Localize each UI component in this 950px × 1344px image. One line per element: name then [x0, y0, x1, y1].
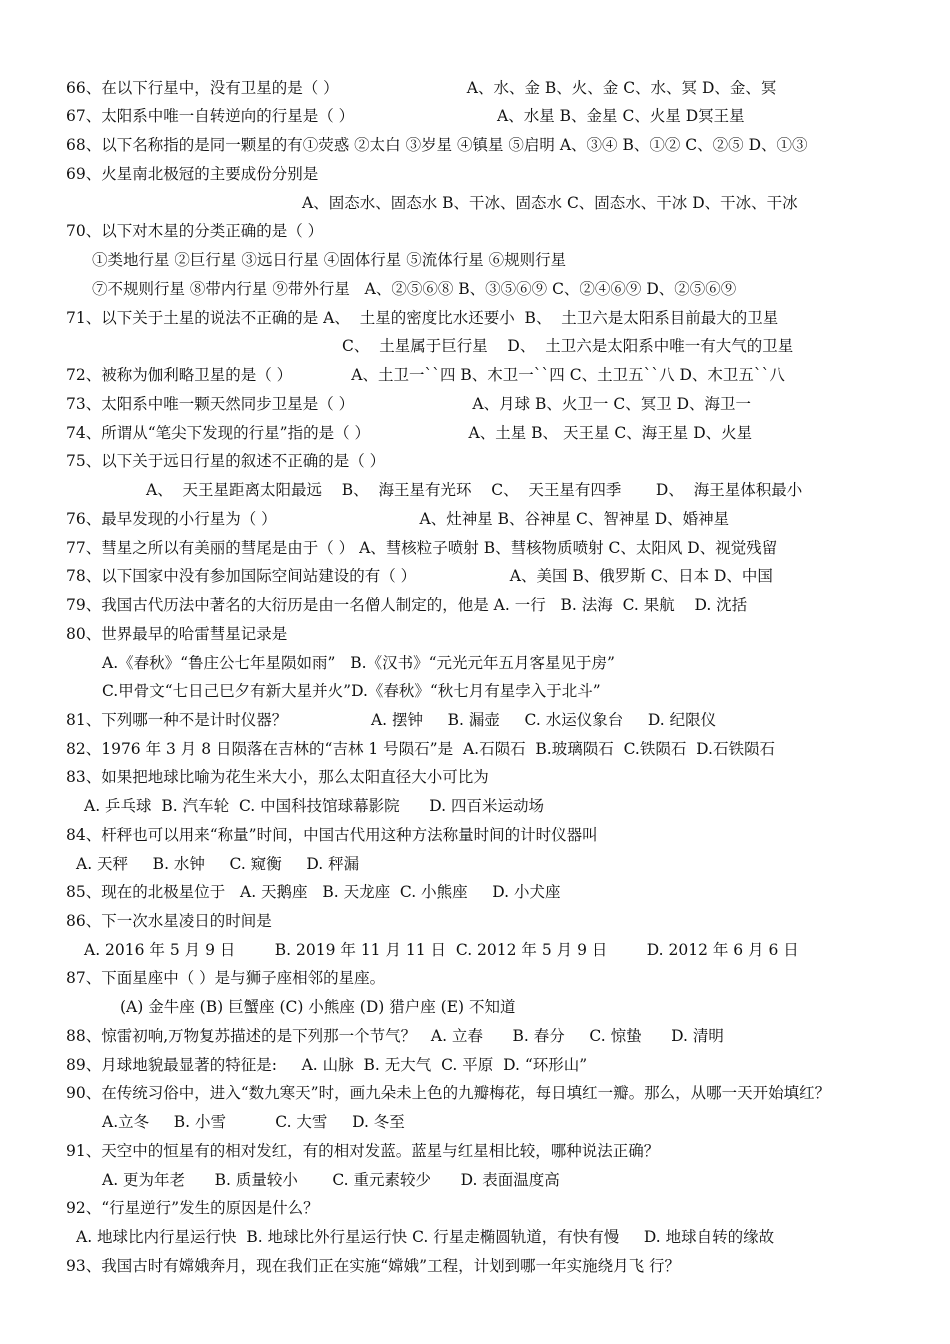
q79-line: 79、我国古代历法中著名的大衍历是由一名僧人制定的，他是 A. 一行 B. 法海 C. 果航 D. 沈括 [66, 596, 748, 614]
q76-line: 76、最早发现的小行星为（ ） A、灶神星 B、谷神星 C、智神星 D、婚神星 [66, 510, 730, 528]
q83-line: 83、如果把地球比喻为花生米大小，那么太阳直径大小可比为 [66, 768, 489, 786]
q70-items-2: ⑦不规则行星 ⑧带内行星 ⑨带外行星 A、②⑤⑥⑧ B、③⑤⑥⑨ C、②④⑥⑨ D、②⑤⑥⑨ [92, 280, 737, 298]
q91-line: 91、天空中的恒星有的相对发红，有的相对发蓝。蓝星与红星相比较，哪种说法正确？ [66, 1142, 660, 1160]
q68-line: 68、以下名称指的是同一颗星的有①荧惑 ②太白 ③岁星 ④镇星 ⑤启明 A、③④ B、①② C、②⑤ D、①③ [66, 136, 808, 154]
q85-line: 85、现在的北极星位于 A. 天鹅座 B. 天龙座 C. 小熊座 D. 小犬座 [66, 883, 561, 901]
q69-options: A、固态水、固态水 B、干冰、固态水 C、固态水、干冰 D、干冰、干冰 [302, 194, 798, 212]
q84-options: A. 天秤 B. 水钟 C. 窥衡 D. 秤漏 [76, 855, 360, 873]
q86-options: A. 2016 年 5 月 9 日 B. 2019 年 11 月 11 日 C. 2012 年 5 月 9 日 D. 2012 年 6 月 6 日 [84, 941, 799, 959]
q91-options: A. 更为年老 B. 质量较小 C. 重元素较少 D. 表面温度高 [102, 1171, 560, 1189]
q77-line: 77、彗星之所以有美丽的彗尾是由于（ ） A、彗核粒子喷射 B、彗核物质喷射 C、太阳风 D、视觉残留 [66, 539, 778, 557]
q92-line: 92、“行星逆行”发生的原因是什么？ [66, 1199, 319, 1217]
q75-line: 75、以下关于远日行星的叙述不正确的是（ ） [66, 452, 386, 470]
q80-options-1: A.《春秋》“鲁庄公七年星陨如雨” B.《汉书》“元光元年五月客星见于房” [102, 654, 615, 672]
q80-line: 80、世界最早的哈雷彗星记录是 [66, 625, 288, 643]
q90-line: 90、在传统习俗中，进入“数九寒天”时，画九朵未上色的九瓣梅花，每日填红一瓣。那么，从哪一天开始填红？ [66, 1084, 831, 1102]
q66-line: 66、在以下行星中，没有卫星的是（ ） A、水、金 B、火、金 C、水、冥 D、金、冥 [66, 79, 777, 97]
q82-line: 82、1976 年 3 月 8 日陨落在吉林的“吉林 1 号陨石”是 A.石陨石 B.玻璃陨石 C.铁陨石 D.石铁陨石 [66, 740, 775, 758]
q86-line: 86、下一次水星凌日的时间是 [66, 912, 272, 930]
q71-options: C、 土星属于巨行星 D、 土卫六是太阳系中唯一有大气的卫星 [342, 337, 794, 355]
q70-items-1: ①类地行星 ②巨行星 ③远日行星 ④固体行星 ⑤流体行星 ⑥规则行星 [92, 251, 567, 269]
q71-line: 71、以下关于土星的说法不正确的是 A、 土星的密度比水还要小 B、 土卫六是太阳系目前最大的卫星 [66, 309, 779, 327]
q81-line: 81、下列哪一种不是计时仪器？ A. 摆钟 B. 漏壶 C. 水运仪象台 D. 纪限仪 [66, 711, 717, 729]
q78-line: 78、以下国家中没有参加国际空间站建设的有（ ） A、美国 B、俄罗斯 C、日本 D、中国 [66, 567, 773, 585]
q75-options: A、 天王星距离太阳最远 B、 海王星有光环 C、 天王星有四季 D、 海王星体积最小 [146, 481, 803, 499]
q80-options-2: C.甲骨文“七日己巳夕有新大星并火”D.《春秋》“秋七月有星孛入于北斗” [102, 682, 601, 700]
q84-line: 84、杆秤也可以用来“称量”时间，中国古代用这种方法称量时间的计时仪器叫 [66, 826, 598, 844]
q73-line: 73、太阳系中唯一颗天然同步卫星是（ ） A、月球 B、火卫一 C、冥卫 D、海卫一 [66, 395, 752, 413]
q69-line: 69、火星南北极冠的主要成份分别是 [66, 165, 319, 183]
q92-options: A. 地球比内行星运行快 B. 地球比外行星运行快 C. 行星走椭圆轨道，有快有慢 D. 地球自转的缘故 [76, 1228, 775, 1246]
q67-line: 67、太阳系中唯一自转逆向的行星是（ ） A、水星 B、金星 C、火星 D冥王星 [66, 107, 745, 125]
q87-options: (A) 金牛座 (B) 巨蟹座 (C) 小熊座 (D) 猎户座 (E) 不知道 [120, 998, 516, 1016]
q88-line: 88、惊雷初响,万物复苏描述的是下列那一个节气？ A. 立春 B. 春分 C. 惊蛰 D. 清明 [66, 1027, 724, 1045]
q83-options: A. 乒乓球 B. 汽车轮 C. 中国科技馆球幕影院 D. 四百米运动场 [84, 797, 544, 815]
q89-line: 89、月球地貌最显著的特征是: A. 山脉 B. 无大气 C. 平原 D. “环形山” [66, 1056, 588, 1074]
q90-options: A.立冬 B. 小雪 C. 大雪 D. 冬至 [102, 1113, 405, 1131]
q87-line: 87、下面星座中（ ）是与狮子座相邻的星座。 [66, 969, 386, 987]
q93-line: 93、我国古时有嫦娥奔月，现在我们正在实施“嫦娥”工程，计划到哪一年实施绕月飞 行？ [66, 1257, 681, 1275]
q70-line: 70、以下对木星的分类正确的是（ ） [66, 222, 324, 240]
q74-line: 74、所谓从“笔尖下发现的行星”指的是（ ） A、土星 B、 天王星 C、海王星 D、火星 [66, 424, 753, 442]
q72-line: 72、被称为伽利略卫星的是（ ） A、土卫一``四 B、木卫一``四 C、土卫五``八 D、木卫五``八 [66, 366, 785, 384]
